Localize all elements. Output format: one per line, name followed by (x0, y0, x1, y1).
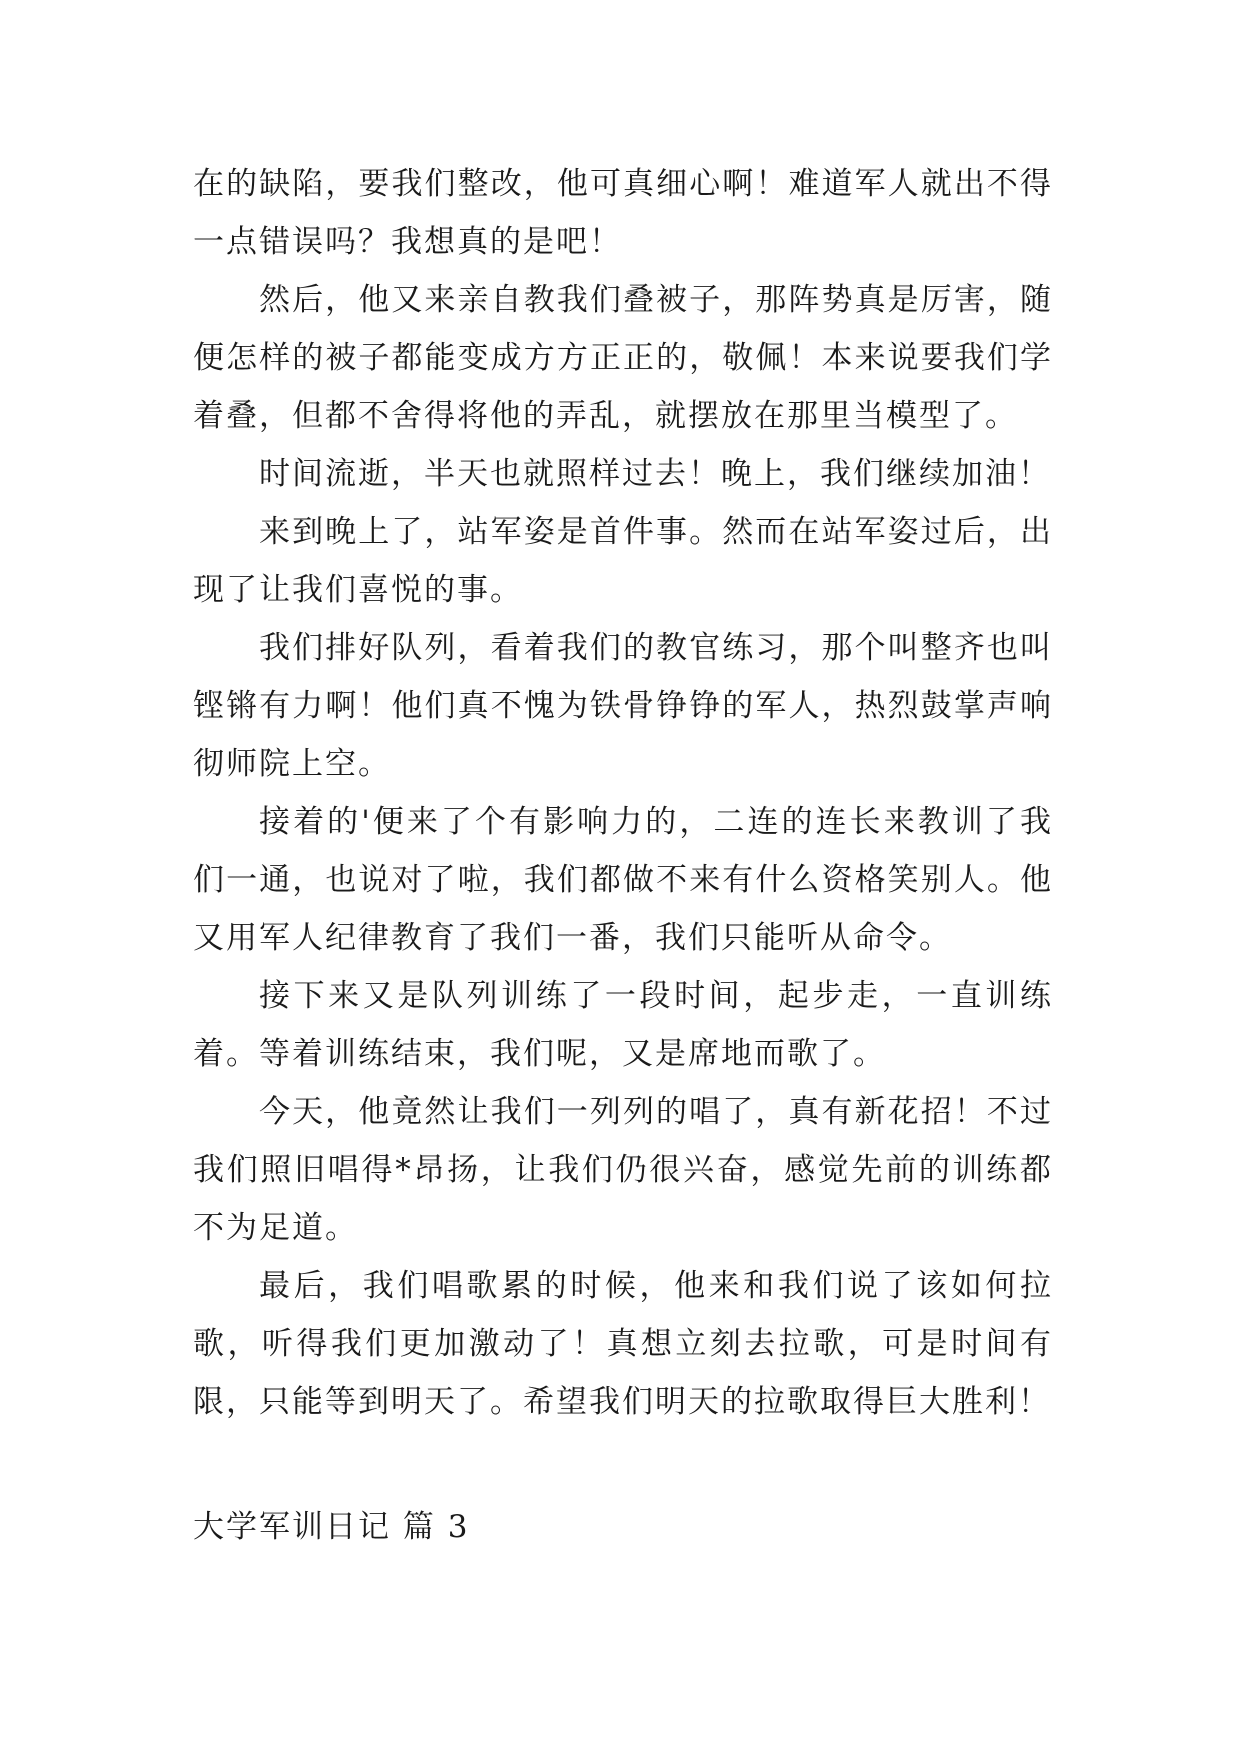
paragraph: 接着的'便来了个有影响力的，二连的连长来教训了我们一通，也说对了啦，我们都做不来有什么资格笑别人。他又用军人纪律教育了我们一番，我们只能听从命令。 (193, 804, 1053, 956)
paragraph: 来到晚上了，站军姿是首件事。然而在站军姿过后，出现了让我们喜悦的事。 (193, 514, 1053, 608)
document-body (193, 155, 1053, 1431)
paragraph: 最后，我们唱歌累的时候，他来和我们说了该如何拉歌，听得我们更加激动了！真想立刻去拉歌，可是时间有限，只能等到明天了。希望我们明天的拉歌取得巨大胜利！ (193, 1268, 1053, 1420)
section-heading: 大学军训日记 篇 3 (193, 1509, 470, 1545)
paragraph: 我们排好队列，看着我们的教官练习，那个叫整齐也叫铿锵有力啊！他们真不愧为铁骨铮铮的军人，热烈鼓掌声响彻师院上空。 (193, 630, 1053, 782)
paragraph: 今天，他竟然让我们一列列的唱了，真有新花招！不过我们照旧唱得*昂扬，让我们仍很兴奋，感觉先前的训练都不为足道。 (193, 1094, 1053, 1246)
paragraph: 时间流逝，半天也就照样过去！晚上，我们继续加油！ (259, 456, 1051, 492)
paragraph: 然后，他又来亲自教我们叠被子，那阵势真是厉害，随便怎样的被子都能变成方方正正的，敬佩！本来说要我们学着叠，但都不舍得将他的弄乱，就摆放在那里当模型了。 (193, 282, 1053, 434)
paragraph-continuation: 在的缺陷，要我们整改，他可真细心啊！难道军人就出不得一点错误吗？我想真的是吧！ (193, 166, 1053, 260)
paragraph: 接下来又是队列训练了一段时间，起步走，一直训练着。等着训练结束，我们呢，又是席地而歌了。 (193, 978, 1053, 1072)
